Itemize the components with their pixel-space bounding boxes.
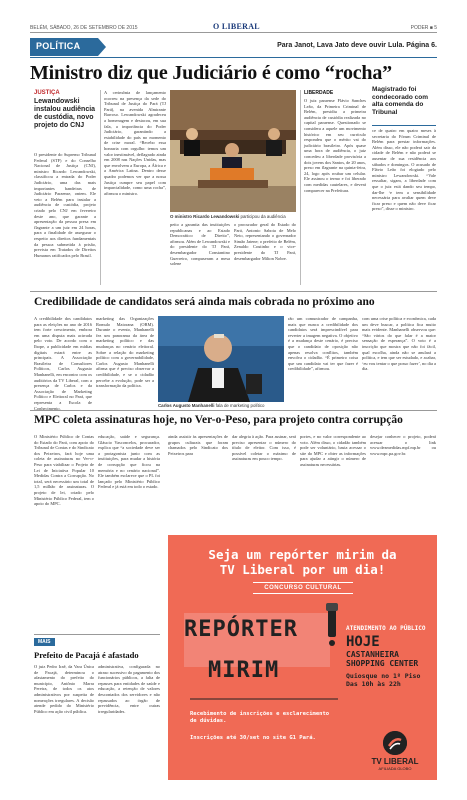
section-rule: [30, 57, 437, 58]
story-divider: [30, 410, 437, 411]
ad-info-block: [346, 625, 434, 688]
tv-liberal-logo-icon: [383, 731, 407, 755]
sidebar-title: [372, 86, 436, 116]
advertisement[interactable]: [168, 535, 437, 780]
story3-column-6: desejar conhecer o projeto, poderá acessar o link www.dezmedidas.mpf.mp.br ou www.mpc.pa.gov.br.: [370, 434, 436, 456]
story2-column-4: rão um comunicador de campanha, mais que nunca a credibilidade dos candidatos será imprescindível para reverter a imagem negativa. O objetivo é a mudança deste cenário, é preciso que o candidato de oposição não apenas resolva conflitos, também envolva o cidadão. “É primeiro coisa que um candidato vai ter que fazer é credibilidade”, afirmou.: [288, 316, 358, 372]
story2-column-1: A credibilidade dos candidatos para as eleições no ano de 2016 tem forte crescimento, embora em uma disputa mais acirrada pelo voto. De acordo com o Ibope, a publicidade em mídias digitais estará entre as principais. A Associação Brasileira de Consultores Políticos, Carlos Augusto Manhanelli, em encontro com os auditórios da TV Liberal, com a presença de Carlos e da Associação de Marketing Político e Eleitoral no Pará, que representa a Escola de Conhecimento.: [34, 316, 92, 411]
section-teaser: Para Janot, Lava Jato deve ouvir Lula. Página 6.: [277, 42, 437, 49]
mais-tag: MAIS: [34, 638, 55, 646]
story3-column-4: dar alegria à ação. Para assinar, será preciso apresentar o número do título de eleitor. Com isso, é possível coletar o máximo de assinaturas em pouco tempo.: [232, 434, 296, 462]
ad-headline-line1: Seja um repórter mirim da: [208, 547, 397, 562]
mais-divider: [34, 634, 160, 635]
section-label-arrow: [98, 38, 106, 56]
courtroom-photo: [170, 90, 296, 212]
page-header-strip: [30, 22, 437, 33]
story1-column-3a: peito a garantia das instituições republicanas e ao Estado Democrático de Direito”, afirmou. Além de Lewandowski e do presidente do TJ Pará, desembargador Constantino Guerreiro, compuseram a mesa solene: [170, 222, 230, 267]
caption-rest: fala de marketing político: [214, 403, 265, 408]
ad-atendimento: ATENDIMENTO AO PÚBLICO: [346, 625, 426, 632]
section-bar: [30, 38, 437, 56]
story1-photo: [170, 90, 296, 212]
page-number: PODER ■ 5: [410, 25, 437, 31]
story2-column-5: com uma crise política e econômica, cada um deve buscar, a política fica muito mais evidente. Manhanelli observou que: “São vários do que falar é a maior sensação de esperança”. O voto é a inscrição que mostra que não foi fácil, qual escolha, ainda não se anulará a política, e tem que ser estudado, e acabar, ‘eu vou tentar o que posso fazer’, no dia a dia.: [362, 316, 436, 372]
ad-recebimento: Recebimento de inscrições e esclarecimento de dúvidas.: [190, 711, 330, 724]
story1-column-2: A cerimônia de lançamento ocorreu na presença da sede do Tribunal de Justiça do Pará (TJ Pará), na avenida Almirante Barroso. Lewandowski agradeceu a homenagem e destacou, em sua fala, a importância do Poder Judiciário, garantindo a estabilidade do país no momento de crise moral. “Recebo essa honraria com orgulho: temos um valor inestimável, deflagrado ainda em 2008 nas Nações Unidas, mas que envolvem a Europa, a África e a América Latina. Dentro desse quadro podemos ver que a nossa Justiça cumpre seu papel com imparcialidade, como uma rocha”, afirmou o ministro.: [104, 90, 166, 196]
story-kicker: JUSTIÇA: [34, 90, 60, 96]
ad-concurso-label: CONCURSO CULTURAL: [253, 582, 353, 594]
ad-hoje: HOJE: [346, 634, 380, 650]
story2-headline: Credibilidade de candidatos será ainda mais cobrada no próximo ano: [34, 296, 375, 308]
story3-column-1: O Ministério Público de Contas do Estado do Pará, com apoio do Tribunal de Contas e do Sindicato dos Peixeiros, fará hoje uma coleta de assinaturas no Ver-o-Peso para viabilizar o Projeto de Lei de Iniciativa Popular 10 Medidas Contra a Corrupção. No total, será necessário um total de 1,5 milhão de assinaturas. O projeto de lei, criado pelo Ministério Público Federal, tem o apoio do MPC.: [34, 434, 94, 507]
story1-column-5: ce de quatro em quatro meses à secretaria do Fórum Criminal de Belém para prestar informações. Além disso, ele não poderá sair da cidade de Belém e não poderá se ausentar de sua residência aos sábados e domingos. O acusado de Flávio Leão foi elogiado pelo ministro Lewandowski. “Vale ressaltar, sigam, a liberdade com que o juiz está dando seu tempo, dar-lhe ‘e tem a sensibilidade necessária para avaliar quem deve ficar preso e quem não deve ficar preso”, disse o ministro.: [372, 128, 436, 212]
main-headline: Ministro diz que Judiciário é como “rocha”: [30, 62, 392, 84]
story1-column-4: O juiz paraense Flávio Sanches Leão, da Primeira Criminal de Belém, presidiu a primeira audiência de custódia realizada no capital paraense. Questionado se considera a aquele um movimento histórico em seu currículo respondeu que o mérito vai do judiciário brasileiro. Após quase uma hora de audiência, o juiz concedeu a liberdade provisória a dois jovens dos Santos, de 20 anos, preso em flagrante na quinta-feira, 24, logo após roubar um celular. Ele assinou o termo e foi liberado com medidas cautelares, e deverá comparecer na Prefeitura.: [304, 98, 366, 193]
ad-quiosque: Quiosque no 1º Piso Das 10h às 22h: [346, 672, 421, 688]
newspaper-logo: O LIBERAL: [213, 22, 260, 31]
story3-column-2: educação, saúde e segurança. Gláucio Vasconcelos, procurador, explica que “a sociedade deve ser a protagonista junto com as instituições, para mudar a história de corrupção que ficou na memória e no cenário nacional”. Ele também esclarece que o PL foi lançado pelo Ministério Público Federal e já está em todo o estado.: [98, 434, 160, 490]
story2-column-2: marketing das Organizações Romulo Maiorana (ORM). Durante o evento, Manhanelli fez um panorama da área de marketing político e das mudanças no cenário eleitoral. Sobre a relação do marketing político com a governabilidade, Carlos Augusto Manhanelli afirma que é preciso observar a credibilidade, e se o cidadão percebe a evolução, pode ser a transformação da política.: [96, 316, 154, 389]
story2-photo: [158, 316, 284, 402]
story-deck: Lewandowski instalou audiência de custódia, novo projeto do CNJ: [34, 98, 96, 129]
mais-headline: Prefeito de Pacajá é afastado: [34, 650, 139, 660]
mais-column-2: administrativa, configurada no atraso sucessivo do pagamento dos funcionários públicos, a falta de repasses para entidades de saúde e educação, a retenção de valores descontados dos servidores e não repassados ao órgão de previdência, entre outras irregularidades.: [98, 664, 160, 714]
story1-photo-caption: [170, 214, 296, 219]
section-label: POLÍTICA: [30, 38, 98, 56]
ad-headline: [168, 547, 437, 577]
ad-castanheira: CASTANHEIRA SHOPPING CENTER: [346, 650, 419, 668]
edition-date: BELÉM, SÁBADO, 26 DE SETEMBRO DE 2015: [30, 25, 138, 31]
sidebar-title-text: Magistrado foi condecorado com alta comenda do Tribunal: [372, 86, 428, 116]
mais-column-1: O juiz Pedro Iraê, da Vara Única de Pacajá, determinou o afastamento do prefeito do município, Antônio Marra Pereira, de todos os atos administrativos por suspeita de nomeações irregulares. A decisão atende pedido do Ministério Público em ação civil pública.: [34, 664, 94, 714]
caption-strong: O ministro Ricardo Lewandowski: [170, 214, 240, 219]
ad-headline-line2: TV Liberal por um dia!: [219, 562, 386, 577]
ad-reporter-word: REPÓRTER: [184, 617, 298, 642]
story3-column-5: portes, e no valor correspondente ao voto. Além disso, o cidadão também pode ser voluntário, basta acessar o site do MPC e obter as informações para ajudar a atingir o número de assinaturas necessárias.: [300, 434, 366, 467]
speaker-photo: [158, 316, 284, 402]
caption-rest: participou da audiência: [239, 214, 286, 219]
column-divider: [100, 90, 101, 285]
subhead-liberdade: LIBERDADE: [304, 90, 334, 96]
ad-content: [168, 535, 437, 780]
sidebar-rule: [372, 125, 436, 126]
story1-column-3b: o procurador geral do Estado do Pará, Antonio Saboia de Melo Neto, representando o governador Simão Jatene; o prefeito de Belém, Zenaldo Coutinho e o vice-presidente do TJ Pará, desembargador Milton Nobre.: [234, 222, 296, 261]
story-divider: [30, 291, 437, 292]
ad-mirim-word: MIRIM: [208, 658, 280, 683]
story2-photo-caption: [158, 403, 284, 408]
tv-liberal-logo: [365, 731, 425, 771]
ad-inscricoes: Inscrições até 30/set no site G1 Pará.: [190, 735, 316, 741]
ad-logo-sub: AFILIADA GLOBO: [378, 766, 412, 771]
story3-column-3: ainda assistir às apresentações de grupos culturais que foram chamados pelo Sindicato dos Peixeiros para: [168, 434, 228, 456]
story3-headline: MPC coleta assinaturas hoje, no Ver-o-Peso, para projeto contra corrupção: [34, 414, 403, 426]
story1-column-1: O presidente do Supremo Tribunal Federal (STF) e do Conselho Nacional de Justiça (CNJ), ministro Ricardo Lewandowski, classificou a entrada do Poder Judiciário, uma das mais importantes bandeiras de Judiciário Paraense, ontem. Ele veio a Belém para instalar a audiência de custódia, projeto criado pelo CNJ em fevereiro deste ano, que garante a apresentação da pessoa presa em flagrante a um juiz em 24 horas, para a finalidade de assegurar o respeito aos direitos fundamentais da pessoa submetida à prisão, prevista em Tratados de Direitos Humanos ratificados pelo Brasil.: [34, 152, 96, 258]
column-divider: [300, 90, 301, 285]
ad-logo-text: TV LIBERAL: [371, 757, 419, 766]
caption-strong: Carlos Augusto Manhanelli: [158, 403, 215, 408]
